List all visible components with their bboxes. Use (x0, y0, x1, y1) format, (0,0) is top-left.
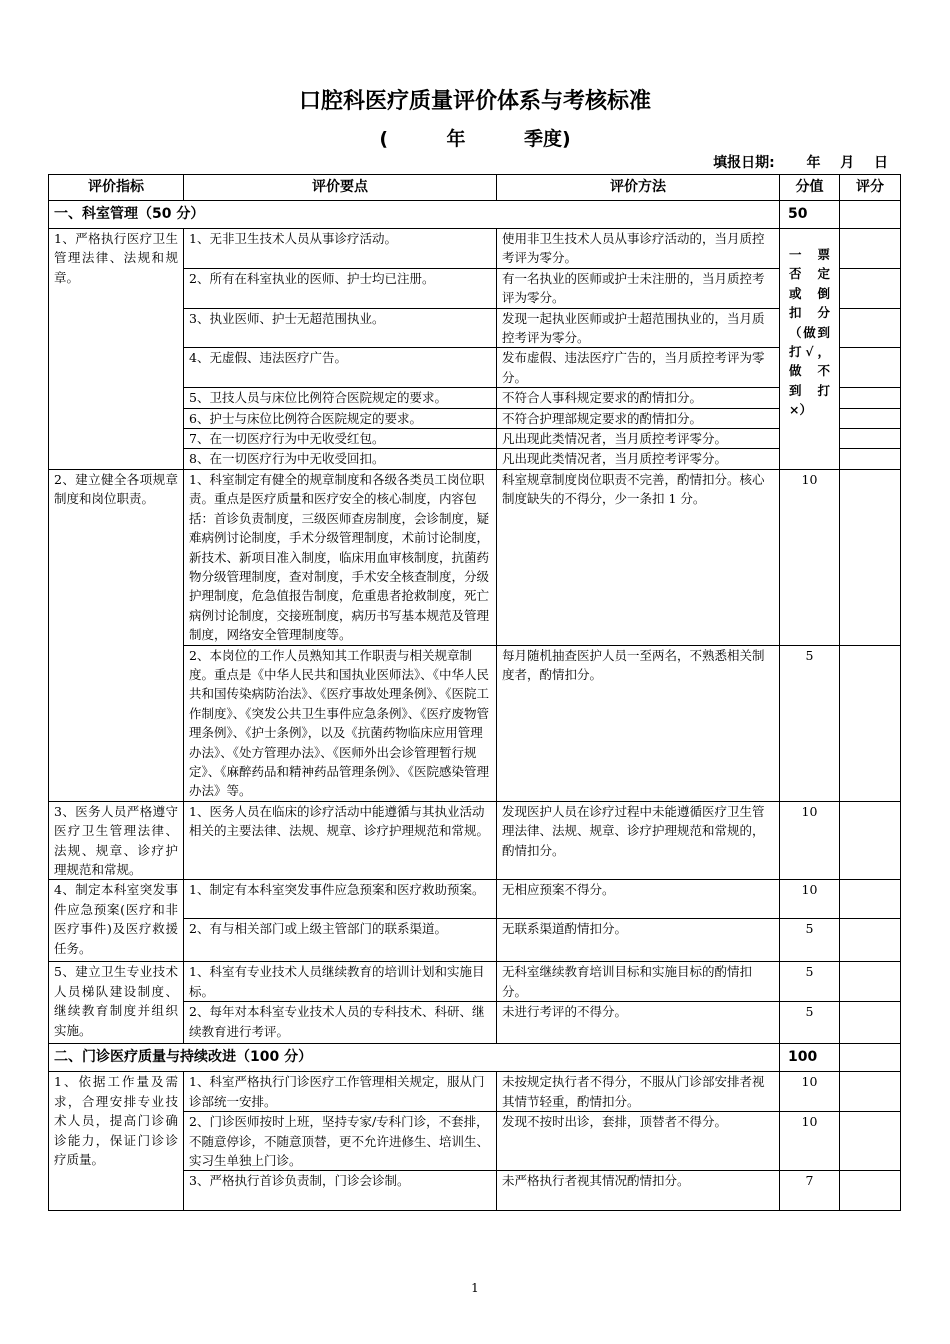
method-cell: 不符合护理部规定要求的酌情扣分。 (497, 408, 780, 428)
method-cell: 无相应预案不得分。 (497, 880, 780, 919)
table-row (49, 962, 901, 1002)
point-cell: 2、有与相关部门或上级主管部门的联系渠道。 (184, 919, 497, 962)
header-score: 分值 (780, 175, 840, 201)
rating-cell[interactable] (840, 449, 901, 469)
indicator-cell: 1、严格执行医疗卫生管理法律、法规和规章。 (49, 229, 184, 470)
rating-cell[interactable] (840, 268, 901, 308)
indicator-cell: 4、制定本科室突发事件应急预案(医疗和非医疗事件)及医疗救援任务。 (49, 880, 184, 962)
header-points: 评价要点 (184, 175, 497, 201)
header-method: 评价方法 (497, 175, 780, 201)
rating-cell[interactable] (840, 645, 901, 801)
section-row (49, 1044, 901, 1072)
document-title: 口腔科医疗质量评价体系与考核标准 (298, 89, 651, 114)
point-cell: 3、执业医师、护士无超范围执业。 (184, 308, 497, 348)
section-title: 一、科室管理（50 分） (49, 201, 780, 229)
date-day: 日 (874, 155, 888, 171)
date-label: 填报日期: (713, 155, 775, 171)
point-cell: 6、护士与床位比例符合医院规定的要求。 (184, 408, 497, 428)
rating-cell[interactable] (840, 919, 901, 962)
method-cell: 不符合人事科规定要求的酌情扣分。 (497, 388, 780, 408)
method-cell: 凡出现此类情况者，当月质控考评零分。 (497, 429, 780, 449)
method-cell: 未严格执行者视其情况酌情扣分。 (497, 1171, 780, 1211)
rating-cell[interactable] (840, 201, 901, 229)
table-row (49, 1072, 901, 1112)
rating-cell[interactable] (840, 801, 901, 880)
point-cell: 1、制定有本科室突发事件应急预案和医疗救助预案。 (184, 880, 497, 919)
rating-cell[interactable] (840, 388, 901, 408)
date-year: 年 (806, 155, 821, 171)
method-cell: 无联系渠道酌情扣分。 (497, 919, 780, 962)
score-cell: 10 (780, 1072, 840, 1112)
point-cell: 2、每年对本科室专业技术人员的专科技术、科研、继续教育进行考评。 (184, 1002, 497, 1044)
method-cell: 凡出现此类情况者，当月质控考评零分。 (497, 449, 780, 469)
rating-cell[interactable] (840, 880, 901, 919)
document-subtitle: ( 年 季度) (379, 128, 571, 150)
header-indicator: 评价指标 (49, 175, 184, 201)
rating-cell[interactable] (840, 229, 901, 269)
score-cell: 10 (780, 469, 840, 645)
section-row (49, 201, 901, 229)
score-cell: 5 (780, 919, 840, 962)
table-row (49, 801, 901, 880)
method-cell: 发现不按时出诊，套排，顶替者不得分。 (497, 1112, 780, 1171)
indicator-cell: 2、建立健全各项规章制度和岗位职责。 (49, 469, 184, 801)
point-cell: 1、科室严格执行门诊医疗工作管理相关规定，服从门诊部统一安排。 (184, 1072, 497, 1112)
point-cell: 2、门诊医师按时上班，坚持专家/专科门诊，不套排，不随意停诊，不随意顶替，更不允许进修生、培训生、实习生单独上门诊。 (184, 1112, 497, 1171)
indicator-cell: 5、建立卫生专业技术人员梯队建设制度、继续教育制度并组织实施。 (49, 962, 184, 1044)
score-cell: 10 (780, 1112, 840, 1171)
point-cell: 3、严格执行首诊负责制，门诊会诊制。 (184, 1171, 497, 1211)
fill-date (713, 152, 888, 172)
rating-cell[interactable] (840, 1112, 901, 1171)
rating-cell[interactable] (840, 408, 901, 428)
indicator-cell: 3、医务人员严格遵守医疗卫生管理法律、法规、规章、诊疗护理规范和常规。 (49, 801, 184, 880)
rating-cell[interactable] (840, 1044, 901, 1072)
score-cell: 5 (780, 1002, 840, 1044)
score-cell: 5 (780, 645, 840, 801)
method-cell: 每月随机抽查医护人员一至两名，不熟悉相关制度者，酌情扣分。 (497, 645, 780, 801)
rating-cell[interactable] (840, 308, 901, 348)
section-score: 100 (780, 1044, 840, 1072)
method-cell: 未进行考评的不得分。 (497, 1002, 780, 1044)
point-cell: 7、在一切医疗行为中无收受红包。 (184, 429, 497, 449)
table-row (49, 229, 901, 269)
rating-cell[interactable] (840, 348, 901, 388)
date-month: 月 (840, 155, 855, 171)
rating-cell[interactable] (840, 1072, 901, 1112)
table-row (49, 469, 901, 645)
table-row (49, 880, 901, 919)
rating-cell[interactable] (840, 469, 901, 645)
method-cell: 使用非卫生技术人员从事诊疗活动的，当月质控考评为零分。 (497, 229, 780, 269)
point-cell: 2、所有在科室执业的医师、护士均已注册。 (184, 268, 497, 308)
header-rating: 评分 (840, 175, 901, 201)
point-cell: 1、科室有专业技术人员继续教育的培训计划和实施目标。 (184, 962, 497, 1002)
page-number: 1 (471, 1281, 479, 1295)
point-cell: 5、卫技人员与床位比例符合医院规定的要求。 (184, 388, 497, 408)
method-cell: 发布虚假、违法医疗广告的，当月质控考评为零分。 (497, 348, 780, 388)
method-cell: 有一名执业的医师或护士未注册的，当月质控考评为零分。 (497, 268, 780, 308)
section-title: 二、门诊医疗质量与持续改进（100 分） (49, 1044, 780, 1072)
rating-cell[interactable] (840, 429, 901, 449)
section-score: 50 (780, 201, 840, 229)
point-cell: 4、无虚假、违法医疗广告。 (184, 348, 497, 388)
rating-cell[interactable] (840, 1171, 901, 1211)
veto-note: 一 票 否 定 或 倒 扣 分（做到打√，做 不 到 打 ×） (780, 229, 840, 470)
method-cell: 未按规定执行者不得分，不服从门诊部安排者视其情节轻重，酌情扣分。 (497, 1072, 780, 1112)
point-cell: 2、本岗位的工作人员熟知其工作职责与相关规章制度。重点是《中华人民共和国执业医师法》、《中华人民共和国传染病防治法》、《医疗事故处理条例》、《医院工作制度》、《突发公共卫生事件应急条例》、《医疗废物管理条例》、《护士条例》，以及《抗菌药物临床应用管理办法》、《处方管理办法》、《医师外出会诊管理暂行规定》、《麻醉药品和精神药品管理条例》、《医院感染管理办法》等。 (184, 645, 497, 801)
evaluation-table (48, 174, 901, 1211)
score-cell: 10 (780, 801, 840, 880)
method-cell: 无科室继续教育培训目标和实施目标的酌情扣分。 (497, 962, 780, 1002)
point-cell: 8、在一切医疗行为中无收受回扣。 (184, 449, 497, 469)
rating-cell[interactable] (840, 962, 901, 1002)
indicator-cell: 1、依据工作量及需求，合理安排专业技术人员，提高门诊确诊能力，保证门诊诊疗质量。 (49, 1072, 184, 1211)
rating-cell[interactable] (840, 1002, 901, 1044)
score-cell: 7 (780, 1171, 840, 1211)
score-cell: 10 (780, 880, 840, 919)
method-cell: 科室规章制度岗位职责不完善，酌情扣分。核心制度缺失的不得分，少一条扣 1 分。 (497, 469, 780, 645)
score-cell: 5 (780, 962, 840, 1002)
method-cell: 发现医护人员在诊疗过程中未能遵循医疗卫生管理法律、法规、规章、诊疗护理规范和常规的，酌情扣分。 (497, 801, 780, 880)
point-cell: 1、科室制定有健全的规章制度和各级各类员工岗位职责。重点是医疗质量和医疗安全的核心制度，内容包括：首诊负责制度，三级医师查房制度，会诊制度，疑难病例讨论制度，手术分级管理制度，术前讨论制度，新技术、新项目准入制度，临床用血审核制度，抗菌药物分级管理制度，查对制度，手术安全核查制度，分级护理制度，危急值报告制度，危重患者抢救制度，死亡病例讨论制度，交接班制度，病历书写基本规范及管理制度，网络安全管理制度等。 (184, 469, 497, 645)
table-header-row (49, 175, 901, 201)
method-cell: 发现一起执业医师或护士超范围执业的，当月质控考评为零分。 (497, 308, 780, 348)
point-cell: 1、无非卫生技术人员从事诊疗活动。 (184, 229, 497, 269)
point-cell: 1、医务人员在临床的诊疗活动中能遵循与其执业活动相关的主要法律、法规、规章、诊疗护理规范和常规。 (184, 801, 497, 880)
